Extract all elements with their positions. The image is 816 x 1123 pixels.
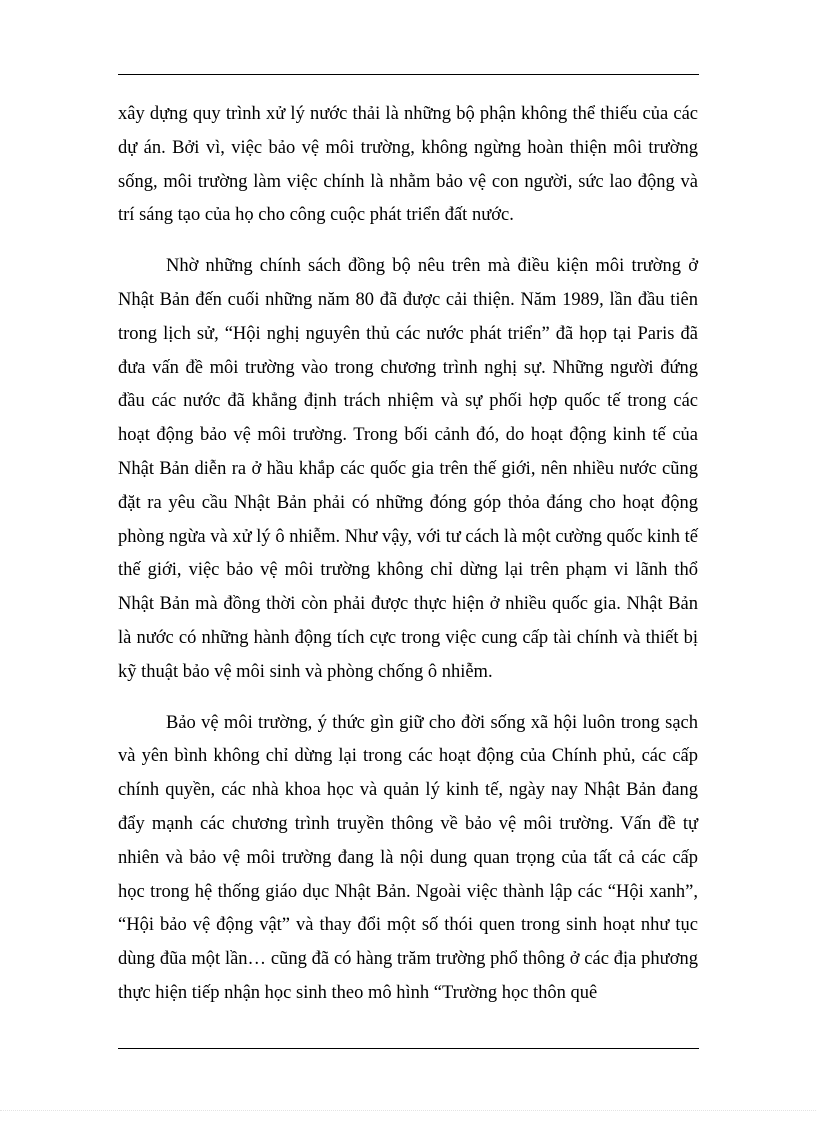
page-edge-divider — [0, 1110, 816, 1111]
header-rule — [118, 74, 699, 75]
paragraph-continuation: xây dựng quy trình xử lý nước thải là những bộ phận không thể thiếu của các dự án. Bởi vì, việc bảo vệ môi trường, không ngừng hoàn thiện môi trường sống, môi trường làm việc chính là nhằm bảo vệ con người, sức lao động và trí sáng tạo của họ cho công cuộc phát triển đất nước. — [118, 104, 698, 226]
paragraph-environment-education: Bảo vệ môi trường, ý thức gìn giữ cho đời sống xã hội luôn trong sạch và yên bình không chỉ dừng lại trong các hoạt động của Chính phủ, các cấp chính quyền, các nhà khoa học và quản lý kinh tế, ngày nay Nhật Bản đang đẩy mạnh các chương trình truyền thông về bảo vệ môi trường. Vấn đề tự nhiên và bảo vệ môi trường đang là nội dung quan trọng của tất cả các cấp học trong hệ thống giáo dục Nhật Bản. Ngoài việc thành lập các “Hội xanh”, “Hội bảo vệ động vật” và thay đổi một số thói quen trong sinh hoạt như tục dùng đũa một lần… cũng đã có hàng trăm trường phổ thông ở các địa phương thực hiện tiếp nhận học sinh theo mô hình “Trường học thôn quê — [118, 712, 698, 1003]
paragraph-environment-improvement: Nhờ những chính sách đồng bộ nêu trên mà điều kiện môi trường ở Nhật Bản đến cuối những năm 80 đã được cải thiện. Năm 1989, lần đầu tiên trong lịch sử, “Hội nghị nguyên thủ các nước phát triển” đã họp tại Paris đã đưa vấn đề môi trường vào trong chương trình nghị sự. Những người đứng đầu các nước đã khẳng định trách nhiệm và sự phối hợp quốc tế trong các hoạt động bảo vệ môi trường. Trong bối cảnh đó, do hoạt động kinh tế của Nhật Bản diễn ra ở hầu khắp các quốc gia trên thế giới, nên nhiều nước cũng đặt ra yêu cầu Nhật Bản phải có những đóng góp thỏa đáng cho hoạt động phòng ngừa và xử lý ô nhiễm. Như vậy, với tư cách là một cường quốc kinh tế thế giới, việc bảo vệ môi trường không chỉ dừng lại trên phạm vi lãnh thổ Nhật Bản mà đồng thời còn phải được thực hiện ở nhiều quốc gia. Nhật Bản là nước có những hành động tích cực trong việc cung cấp tài chính và thiết bị kỹ thuật bảo vệ môi sinh và phòng chống ô nhiễm. — [118, 256, 698, 682]
body-text — [118, 98, 698, 1011]
footer-rule — [118, 1048, 699, 1049]
